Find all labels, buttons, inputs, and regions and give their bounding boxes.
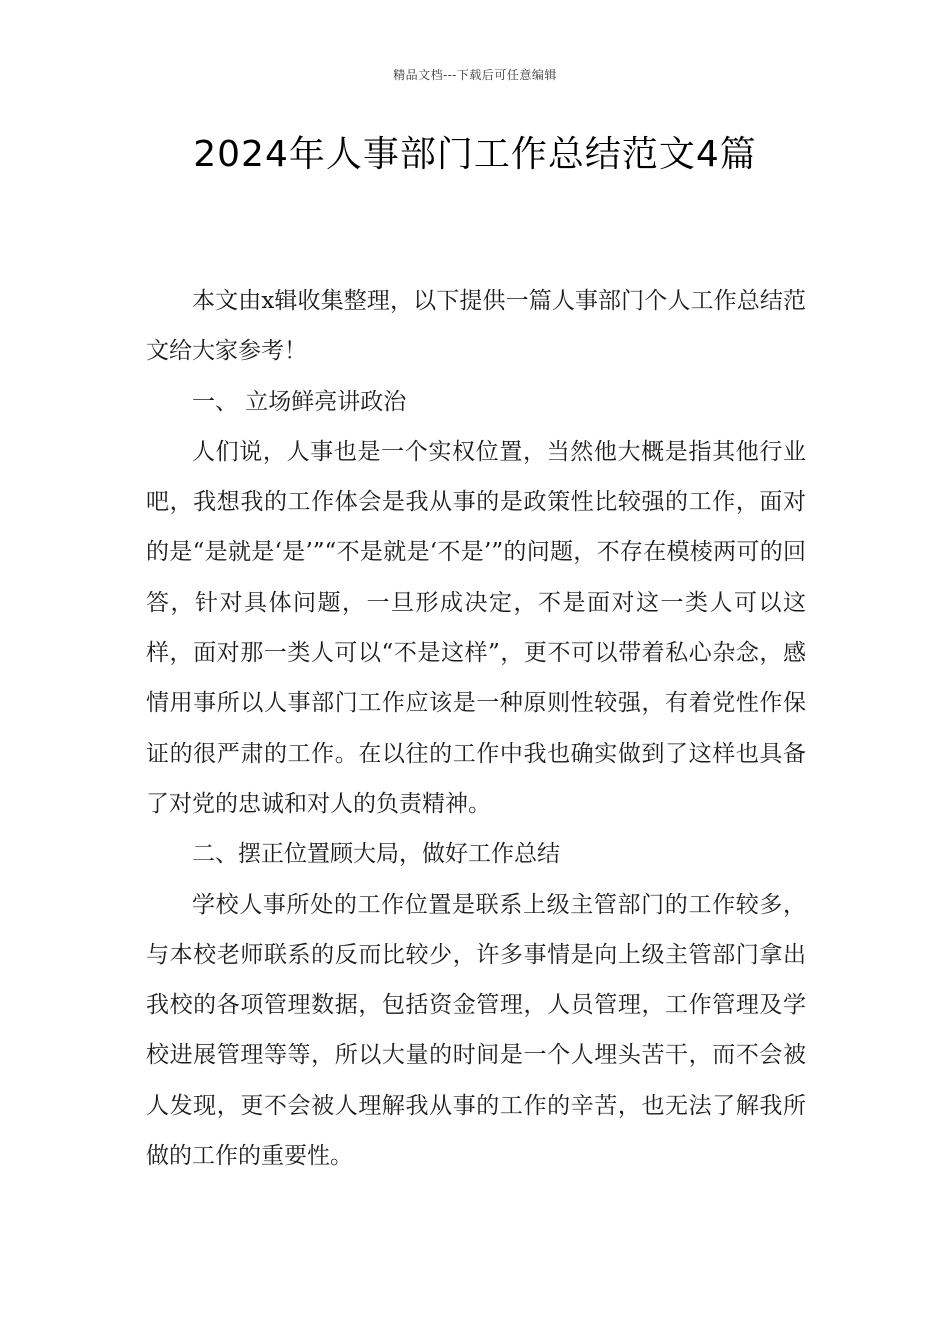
document-title: 2024年人事部门工作总结范文4篇 [193, 134, 757, 175]
body-paragraph-1: 人们说，人事也是一个实权位置，当然他大概是指其他行业吧，我想我的工作体会是我从事的是政策性比较强的工作，面对的是“是就是‘是’”“不是就是‘不是’”的问题，不存在模棱两可的回答，针对具体问题，一旦形成决定，不是面对这一类人可以这样，面对那一类人可以“不是这样”，更不可以带着私心杂念，感情用事所以人事部门工作应该是一种原则性较强，有着党性作保证的很严肃的工作。在以往的工作中我也确实做到了这样也具备了对党的忠诚和对人的负责精神。 [146, 438, 806, 817]
intro-paragraph: 本文由x辑收集整理，以下提供一篇人事部门个人工作总结范文给大家参考！ [146, 288, 806, 365]
section-heading-2: 二、摆正位置顾大局，做好工作总结 [192, 841, 560, 868]
body-paragraph-2: 学校人事所处的工作位置是联系上级主管部门的工作较多，与本校老师联系的反而比较少，许多事情是向上级主管部门拿出我校的各项管理数据，包括资金管理，人员管理，工作管理及学校进展管理等等，所以大量的时间是一个人埋头苦干，而不会被人发现，更不会被人理解我从事的工作的辛苦，也无法了解我所做的工作的重要性。 [146, 891, 806, 1170]
document-body [146, 276, 806, 1181]
header-note: 精品文档---下载后可任意编辑 [393, 68, 557, 82]
section-heading-1: 一、 立场鲜亮讲政治 [192, 388, 407, 415]
